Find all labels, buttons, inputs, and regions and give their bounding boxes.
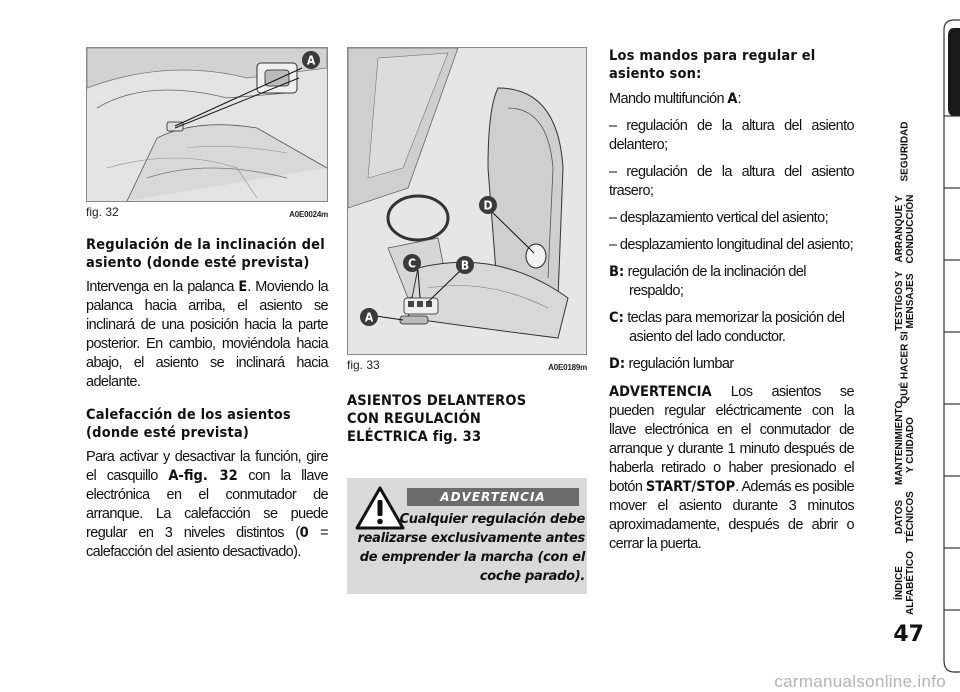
key-e: E	[238, 279, 248, 295]
advertencia-label: ADVERTENCIA	[609, 384, 712, 400]
paragraph-calefaccion: Para activar y desactivar la función, gire el casquillo A-fig. 32 con la llave electrónica en el conmutador de arranque. La calefacción se puede regular en 3 niveles distintos (0 = calefacción del asiento desactivado).	[86, 449, 328, 560]
list-item: – desplazamiento vertical del asiento;	[609, 210, 829, 226]
heading-mandos: Los mandos para regular el asiento son:	[609, 48, 816, 82]
warning-text: Cualquier regulación debe realizarse exclusivamente antes de emprender la marcha (con el coche parado).	[357, 512, 585, 584]
page-number: 47	[893, 622, 924, 647]
key-zero: 0	[299, 525, 309, 541]
figure-32	[86, 47, 328, 202]
warning-box	[347, 478, 587, 594]
intro-multifuncion: Mando multifunción A:	[609, 91, 741, 107]
figure-32-caption	[86, 205, 328, 219]
keyed-item-d: D: regulación lumbar	[609, 356, 734, 372]
tab-que-hacer[interactable]: QUÉ HACER SI	[899, 331, 911, 404]
list-item: – desplazamiento longitudinal del asiento;	[609, 237, 854, 253]
section-tabs	[870, 0, 960, 692]
middle-column	[347, 47, 587, 446]
figure-33	[347, 47, 587, 355]
tab-salpicadero[interactable]: SALPICADERO Y MANDOS	[894, 40, 916, 114]
electric-seat-illustration	[348, 48, 586, 354]
start-stop-label: START/STOP	[645, 479, 736, 495]
fig-32-code: A0E0024m	[289, 210, 328, 219]
fig-33-label: fig. 33	[347, 358, 380, 372]
left-column	[86, 47, 328, 562]
tab-testigos[interactable]: TESTIGOS Y MENSAJES	[894, 271, 916, 331]
tab-mantenimiento[interactable]: MANTENIMIENTO Y CUIDADO	[894, 400, 916, 485]
tab-seguridad[interactable]: SEGURIDAD	[899, 121, 911, 182]
list-item: – regulación de la altura del asiento trasero;	[609, 164, 854, 199]
footer-watermark: carmanualsonline.info	[774, 672, 946, 691]
seat-lever-illustration	[87, 48, 327, 201]
paragraph-inclinacion: Intervenga en la palanca E. Moviendo la palanca hacia arriba, el asiento se inclinará de una posición hacia la parte posterior. En cambio, moviéndola hacia abajo, el asiento se inclinará hacia adelante.	[86, 279, 328, 390]
tab-indice[interactable]: ÍNDICE ALFABÉTICO	[894, 551, 916, 615]
callout-b: B	[460, 258, 470, 273]
fig-32-label: fig. 32	[86, 205, 119, 219]
figure-33-caption	[347, 358, 587, 372]
key-a: A	[727, 91, 738, 107]
warning-title: ADVERTENCIA	[407, 488, 579, 506]
list-item: – regulación de la altura del asiento delantero;	[609, 118, 854, 153]
callout-a: A	[306, 53, 316, 68]
heading-calefaccion: Calefacción de los asientos (donde esté prevista)	[86, 407, 291, 441]
keyed-item-b: B: regulación de la inclinación del respaldo;	[609, 264, 806, 299]
right-column	[609, 47, 854, 554]
fig-33-code: A0E0189m	[548, 363, 587, 372]
heading-inclinacion: Regulación de la inclinación del asiento (donde esté prevista)	[86, 237, 325, 271]
callout-d: D	[483, 198, 493, 213]
tab-datos[interactable]: DATOS TÉCNICOS	[894, 491, 916, 543]
callout-c: C	[408, 256, 416, 271]
callout-a2: A	[364, 310, 374, 325]
key-a-fig32: A-fig. 32	[168, 468, 238, 484]
heading-asientos-electricos: ASIENTOS DELANTEROS CON REGULACIÓN ELÉCTRICA fig. 33	[347, 393, 527, 445]
tab-arranque[interactable]: ARRANQUE Y CONDUCCIÓN	[894, 194, 916, 264]
paragraph-advertencia: ADVERTENCIA Los asientos se pueden regular eléctricamente con la llave electrónica en el conmutador de arranque y durante 1 minuto después de haberla retirado o haber presionado el botón START/STOP. Además es posible mover el asiento durante 3 minutos aproximadamente, después de abrir o cerrar la puerta.	[609, 384, 854, 552]
keyed-item-c: C: teclas para memorizar la posición del asiento del lado conductor.	[609, 310, 845, 345]
